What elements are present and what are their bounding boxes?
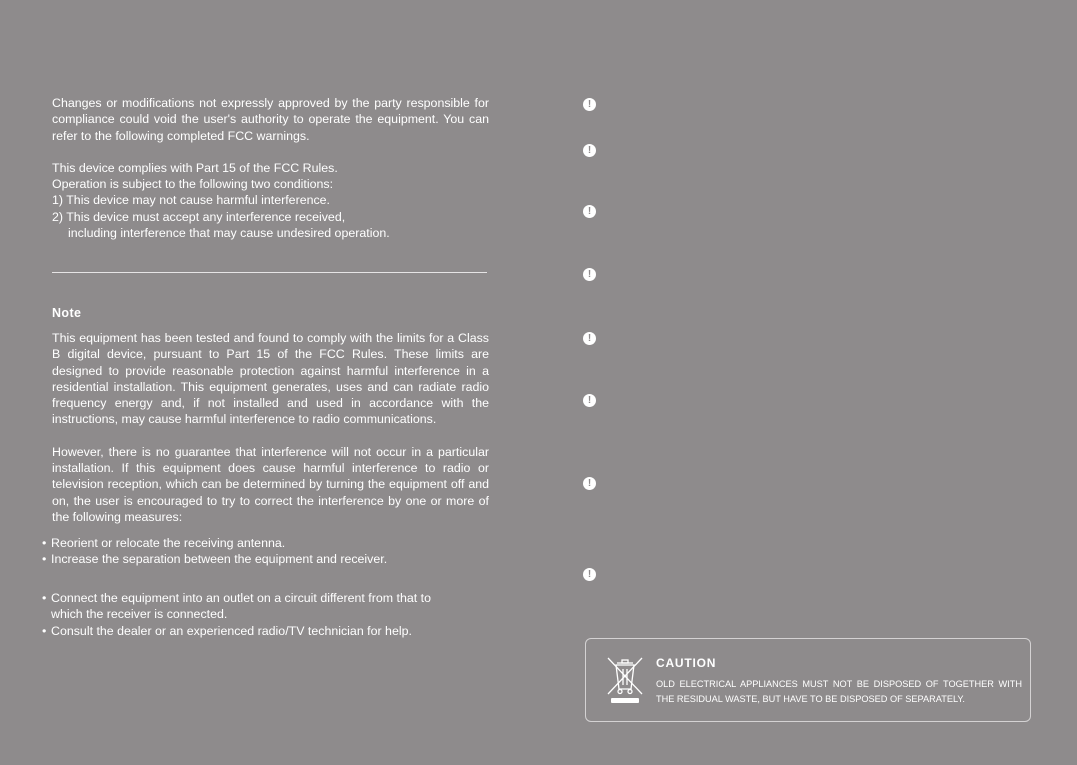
list-item: • Increase the separation between the equipment and receiver. xyxy=(42,552,388,567)
exclamation-circle-icon: ! xyxy=(583,332,596,345)
bullet-icon: • xyxy=(42,552,47,567)
fcc-statement xyxy=(52,95,489,241)
compliance-line: Operation is subject to the following two conditions: xyxy=(52,177,334,192)
section-divider xyxy=(52,272,487,273)
exclamation-circle-icon: ! xyxy=(583,205,596,218)
list-item: • Connect the equipment into an outlet on a circuit different from that to which the receiver is connected. xyxy=(42,591,431,622)
list-item: • Reorient or relocate the receiving antenna. xyxy=(42,536,286,550)
exclamation-circle-icon: ! xyxy=(583,568,596,581)
exclamation-circle-icon: ! xyxy=(583,98,596,111)
note-paragraph: However, there is no guarantee that interference will not occur in a particular installation. If this equipment does cause harmful interference to radio or television reception, which can be determined by turning the equipment off and on, the user is encouraged to try to correct the interference by one or more of the following measures: xyxy=(52,444,489,524)
caution-text: OLD ELECTRICAL APPLIANCES MUST NOT BE DISPOSED OF TOGETHER WITH THE RESIDUAL WASTE, BUT HAVE TO BE DISPOSED OF SEPARATELY. xyxy=(656,679,1022,704)
exclamation-circle-icon: ! xyxy=(583,268,596,281)
note-heading: Note xyxy=(52,306,82,320)
fcc-intro: Changes or modifications not expressly approved by the party responsible for compliance could void the user's authority to operate the equipment. You can refer to the following completed FCC warnings. xyxy=(52,96,489,143)
compliance-line: This device complies with Part 15 of the FCC Rules. xyxy=(52,160,338,175)
measures-list-1 xyxy=(42,535,387,568)
condition-item: 2) This device must accept any interference received, xyxy=(52,209,346,224)
note-paragraph: This equipment has been tested and found to comply with the limits for a Class B digital device, pursuant to Part 15 of the FCC Rules. These limits are designed to provide reasonable protection against harmful interference in a residential installation. This equipment generates, uses and can radiate radio frequency energy and, if not installed and used in accordance with the instructions, may cause harmful interference to radio communications. xyxy=(52,331,489,427)
bullet-icon: • xyxy=(42,536,47,550)
fcc-compliance-block xyxy=(52,160,489,241)
exclamation-circle-icon: ! xyxy=(583,477,596,490)
crossed-out-wheelie-bin-icon xyxy=(606,656,644,706)
bullet-icon: • xyxy=(42,591,47,605)
exclamation-circle-icon: ! xyxy=(583,394,596,407)
exclamation-circle-icon: ! xyxy=(583,144,596,157)
condition-item: 1) This device may not cause harmful interference. xyxy=(52,193,331,208)
caution-box xyxy=(585,638,1031,722)
note-body xyxy=(52,330,489,525)
measures-list-2 xyxy=(42,590,431,639)
caution-title: CAUTION xyxy=(656,656,717,670)
condition-item-continuation: including interference that may cause undesired operation. xyxy=(68,226,390,241)
bullet-icon: • xyxy=(42,623,47,638)
list-item: • Consult the dealer or an experienced radio/TV technician for help. xyxy=(42,623,412,638)
